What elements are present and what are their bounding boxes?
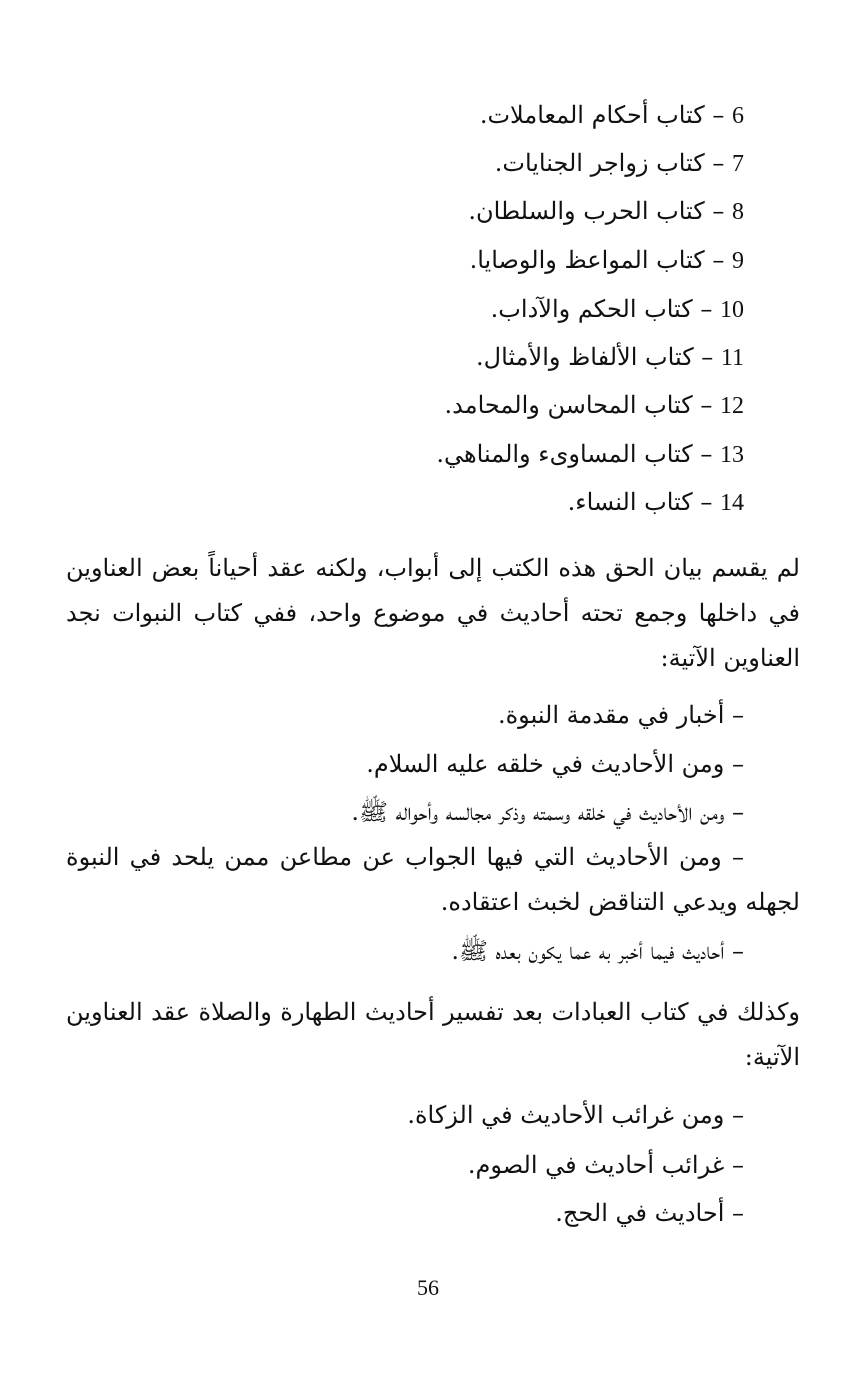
list-text: – كتاب النساء. [567,488,713,516]
list-item-book-8 [468,194,744,229]
list-item-book-12 [445,388,744,423]
list-text: – كتاب المحاسن والمحامد. [444,391,713,419]
list-number: 13 [720,442,744,468]
list-item-book-6 [480,98,744,133]
list-number: 14 [720,490,744,516]
list-text: – كتاب المساوىء والمناهي. [436,440,713,468]
bullet-worship-2: – غرائب أحاديث في الصوم. [467,1151,744,1179]
list-number: 7 [732,151,744,177]
list-item-book-7 [495,146,744,181]
list-number: 9 [732,248,744,274]
page-number: 56 [417,1275,439,1300]
list-text: – كتاب المواعظ والوصايا. [469,246,725,274]
list-item-book-11 [476,340,744,375]
bullet-worship-1: – ومن غرائب الأحاديث في الزكاة. [407,1101,744,1129]
paragraph-worship-intro: وكذلك في كتاب العبادات بعد تفسير أحاديث الطهارة والصلاة عقد العناوين الآتية: [66,998,800,1071]
paragraph-prophecy-intro: لم يقسم بيان الحق هذه الكتب إلى أبواب، ولكنه عقد أحياناً بعض العناوين في داخلها وجمع تحته أحاديث في موضوع واحد، ففي كتاب النبوات نجد العناوين الآتية: [66,554,800,672]
list-text: – كتاب الحرب والسلطان. [468,197,725,225]
list-item-book-10 [491,292,744,327]
list-item-book-14 [568,485,744,520]
list-text: – كتاب أحكام المعاملات. [479,101,725,129]
list-number: 11 [720,345,744,371]
list-text: – كتاب زواجر الجنايات. [494,149,725,177]
list-number: 12 [720,393,744,419]
bullet-prophecy-2: – ومن الأحاديث في خلقه عليه السلام. [366,750,744,778]
bullet-worship-3: – أحاديث في الحج. [555,1199,744,1227]
bullet-prophecy-4: – ومن الأحاديث التي فيها الجواب عن مطاعن ممن يلحد في النبوة لجهله ويدعي التناقض لخبث اعتقاده. [66,843,800,916]
list-item-book-13 [436,437,744,472]
bullet-prophecy-3: – ومن الأحاديث في خلقه وسمته وذكر مجالسه وأحواله ﷺ. [351,798,744,826]
list-number: 6 [732,103,744,129]
bullet-prophecy-1: – أخبار في مقدمة النبوة. [497,701,744,729]
bullet-prophecy-5: – أحاديث فيما أخبر به عما يكون بعده ﷺ. [451,937,744,965]
list-text: – كتاب الألفاظ والأمثال. [476,343,714,371]
list-item-book-9 [470,243,744,278]
list-number: 8 [732,199,744,225]
list-number: 10 [720,297,744,323]
list-text: – كتاب الحكم والآداب. [490,295,713,323]
